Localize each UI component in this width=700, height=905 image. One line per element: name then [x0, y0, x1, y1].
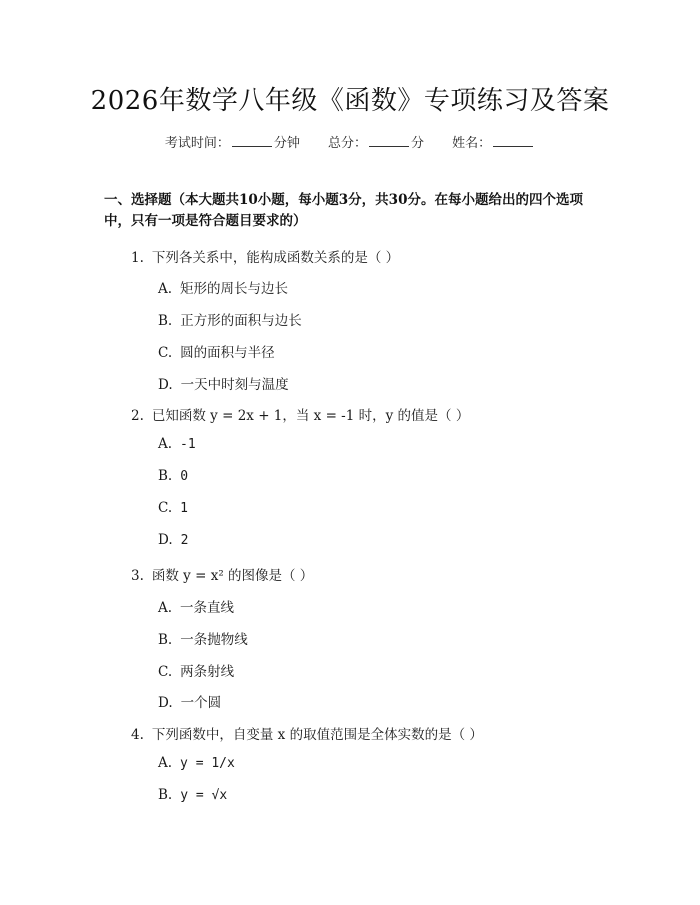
option-text: 两条射线: [180, 664, 235, 680]
page-title: 2026年数学八年级《函数》专项练习及答案: [90, 86, 610, 116]
option-text: 圆的面积与半径: [180, 345, 275, 361]
exam-meta: [0, 132, 700, 151]
option-letter: D.: [158, 377, 173, 393]
option-text: 正方形的面积与边长: [180, 313, 302, 329]
question-2: [131, 404, 469, 424]
question-3-option-a: [158, 596, 234, 616]
option-letter: C.: [158, 664, 173, 680]
option-letter: B.: [158, 787, 173, 803]
question-1-option-a: [158, 277, 288, 297]
question-3-option-b: [158, 628, 248, 648]
question-text: 下列各关系中，能构成函数关系的是（ ）: [151, 250, 400, 266]
question-3-option-c: [158, 660, 234, 680]
option-text: 一条抛物线: [180, 632, 248, 648]
option-text: 矩形的周长与边长: [180, 281, 289, 297]
question-3-option-d: [158, 691, 221, 711]
time-unit: 分钟: [273, 136, 300, 151]
name-label: 姓名：: [452, 136, 492, 151]
option-text: -1: [180, 437, 196, 452]
question-4-option-b: [158, 787, 227, 803]
option-letter: D.: [158, 532, 173, 548]
question-number: 4.: [131, 727, 144, 743]
option-letter: A.: [158, 755, 173, 771]
option-letter: C.: [158, 500, 173, 516]
question-text: 下列函数中，自变量 x 的取值范围是全体实数的是（ ）: [151, 727, 483, 743]
option-letter: B.: [158, 468, 173, 484]
option-text: 一天中时刻与温度: [180, 377, 289, 393]
question-1-option-c: [158, 341, 275, 361]
question-text: 函数 y = x² 的图像是（ ）: [151, 568, 314, 584]
score-unit: 分: [411, 136, 425, 151]
question-1: [131, 246, 399, 266]
question-4-option-a: [158, 755, 235, 771]
question-4: [131, 723, 483, 743]
exam-score: [328, 132, 424, 151]
option-letter: A.: [158, 600, 173, 616]
option-text: 一个圆: [180, 695, 222, 711]
option-letter: D.: [158, 695, 173, 711]
question-3: [131, 564, 313, 584]
question-2-option-b: [158, 468, 188, 484]
time-label: 考试时间：: [164, 136, 230, 151]
section-heading: 一、选择题（本大题共10小题，每小题3分，共30分。在每小题给出的四个选项中，只有一项是符合题目要求的）: [104, 192, 583, 229]
exam-name: [452, 132, 535, 151]
question-number: 1.: [131, 250, 144, 266]
time-blank: [232, 134, 272, 147]
option-text: 一条直线: [180, 600, 235, 616]
option-text: y = √x: [180, 788, 228, 803]
question-1-option-b: [158, 309, 302, 329]
option-letter: A.: [158, 281, 173, 297]
option-text: y = 1/x: [180, 756, 235, 771]
score-label: 总分：: [327, 136, 367, 151]
name-blank: [493, 134, 533, 147]
option-text: 2: [180, 533, 189, 548]
exam-time: [165, 132, 300, 151]
question-1-option-d: [158, 373, 289, 393]
option-letter: B.: [158, 632, 173, 648]
option-text: 0: [180, 469, 189, 484]
option-letter: B.: [158, 313, 173, 329]
question-text: 已知函数 y = 2x + 1，当 x = -1 时，y 的值是（ ）: [151, 408, 470, 424]
question-2-option-a: [158, 436, 196, 452]
option-letter: C.: [158, 345, 173, 361]
question-2-option-c: [158, 500, 188, 516]
option-letter: A.: [158, 436, 173, 452]
score-blank: [369, 134, 409, 147]
option-text: 1: [180, 501, 188, 516]
question-number: 3.: [131, 568, 144, 584]
question-number: 2.: [131, 408, 144, 424]
question-2-option-d: [158, 532, 188, 548]
